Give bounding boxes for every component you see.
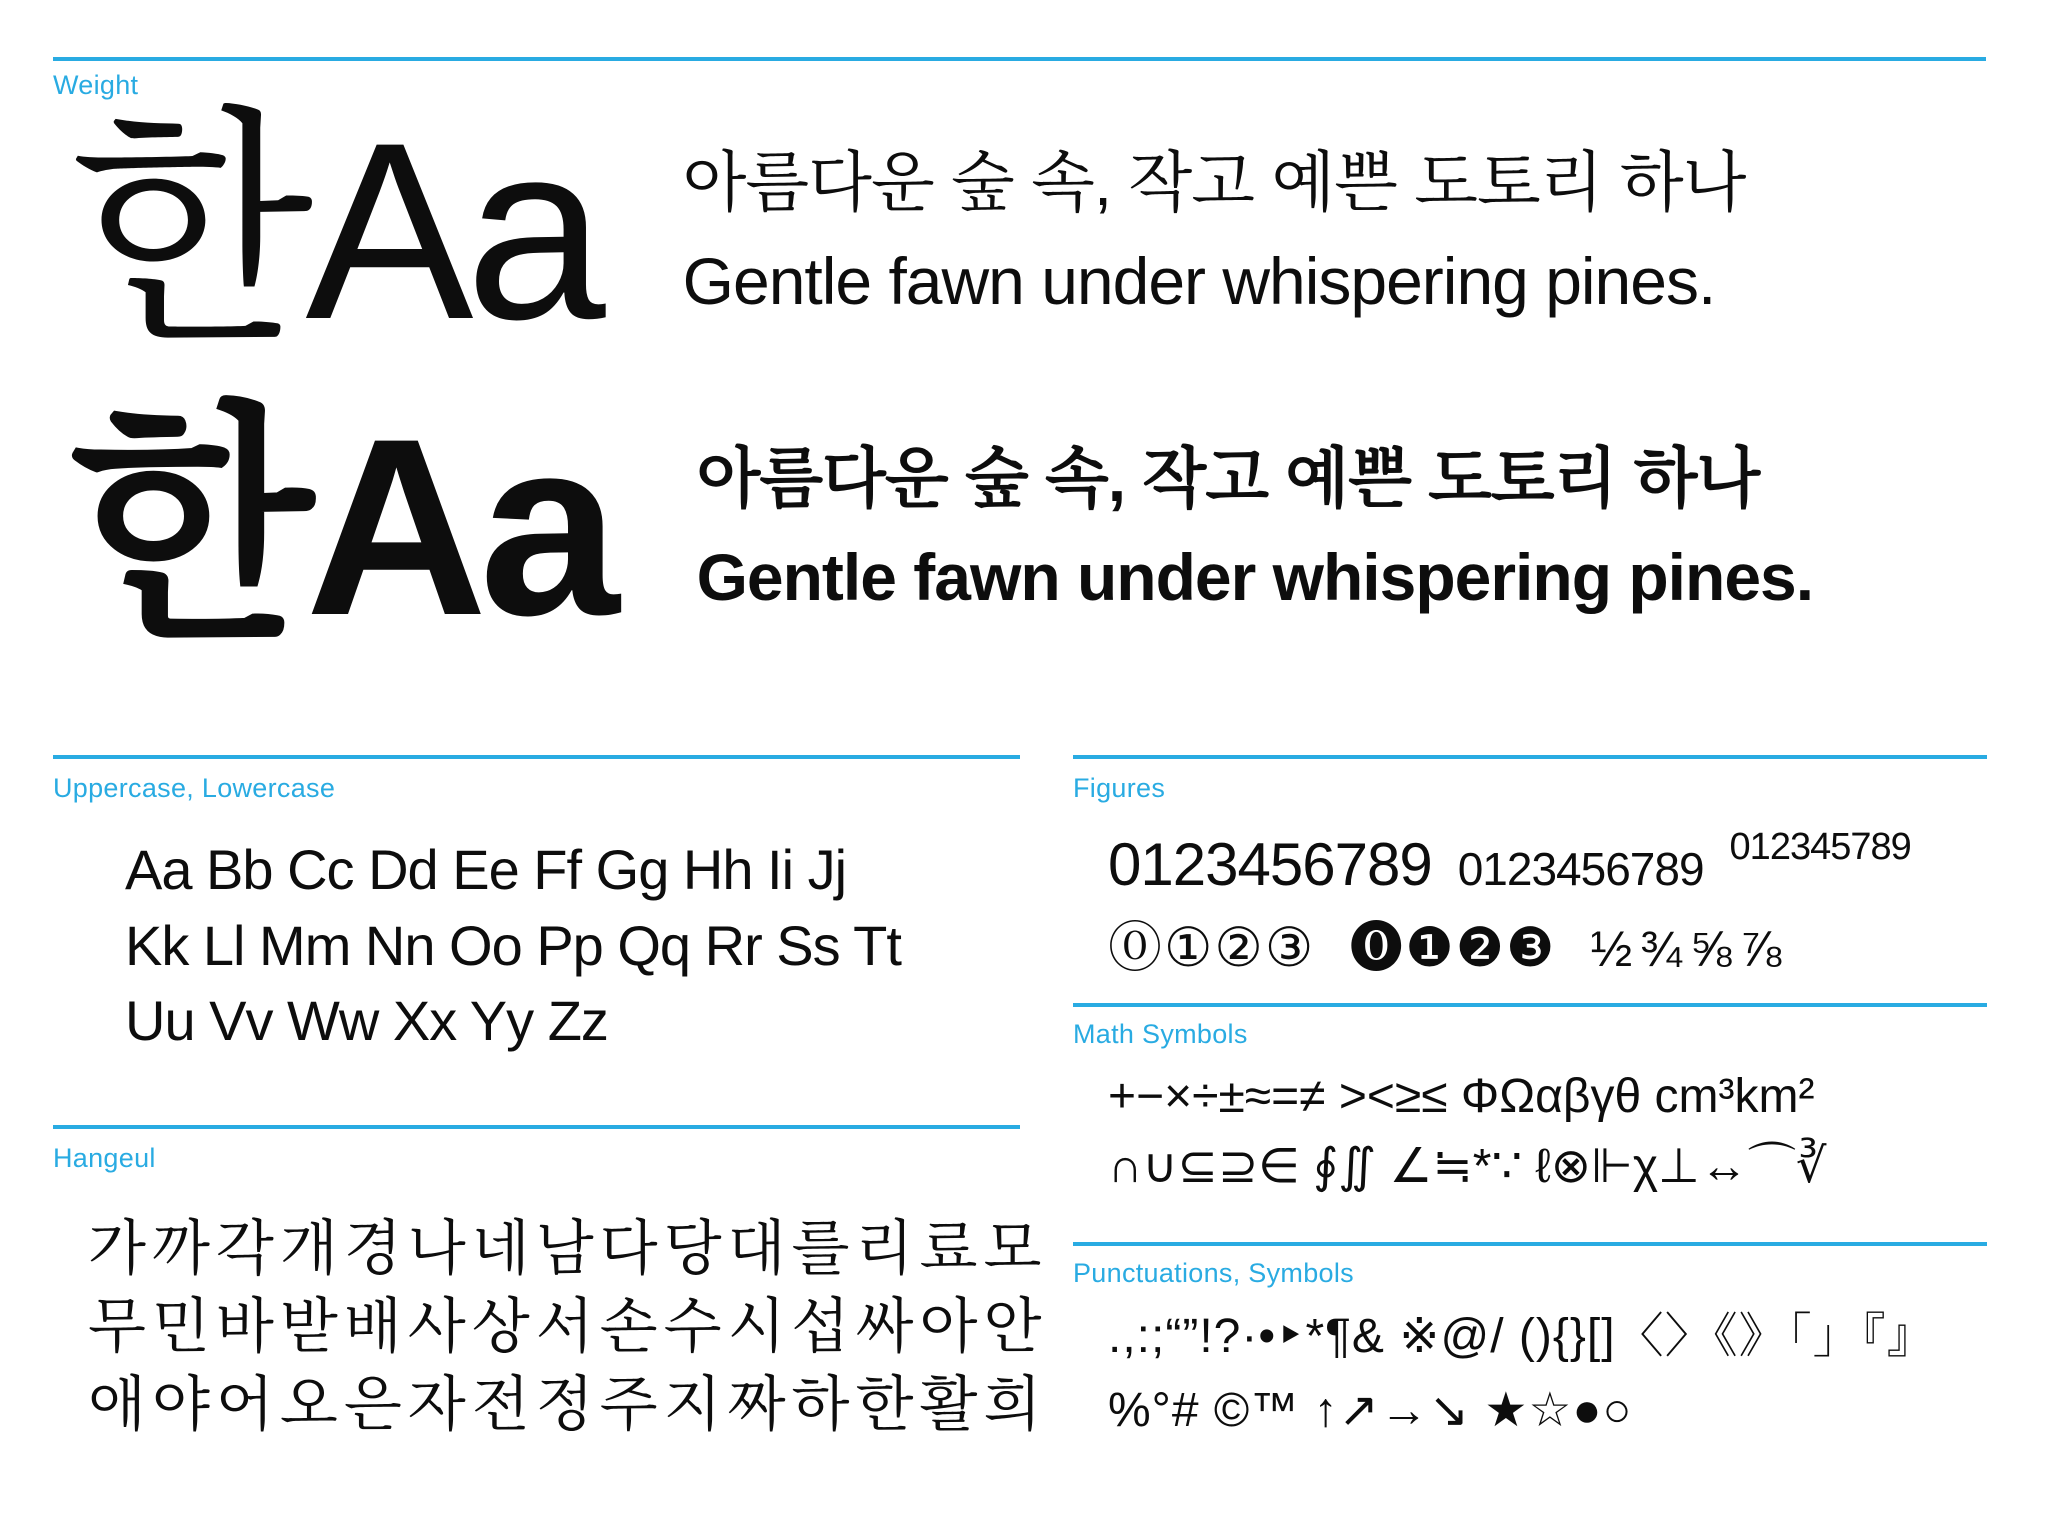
weight-row-light [70, 91, 1746, 372]
hangeul-line-2: 무민바받배사상서손수시섭싸아안 [88, 1293, 1048, 1360]
specimen-glyphs-bold: 한Aa [70, 387, 612, 668]
korean-sample-bold: 아름다운 숲 속, 작고 예쁜 도토리 하나 [696, 440, 1760, 515]
weight-section-divider [53, 57, 1986, 61]
english-sample-bold: Gentle fawn under whispering pines. [696, 539, 1814, 614]
hangeul-section-label: Hangeul [53, 1143, 156, 1173]
math-line-2: ∩∪⊆⊇∈ ∮∬ ∠≒*∵ ℓ⊗⊩χ⊥↔⌒∛ [1108, 1139, 1827, 1193]
figures-section-label: Figures [1073, 773, 1166, 803]
case-section-label: Uppercase, Lowercase [53, 773, 336, 803]
specimen-glyphs-light: 한Aa [70, 91, 598, 372]
punctuation-section-divider [1073, 1242, 1987, 1246]
figures-row-circled [1108, 905, 1789, 982]
english-sample-light: Gentle fawn under whispering pines. [682, 243, 1716, 318]
hangeul-section-divider [53, 1125, 1020, 1129]
math-section-divider [1073, 1003, 1987, 1007]
math-line-1: +−×÷±≈=≠ ><≥≤ ΦΩαβγθ cm³km² [1108, 1070, 1815, 1123]
weight-samples-bold [697, 429, 1814, 627]
alphabet-line-3: Uu Vv Ww Xx Yy Zz [125, 989, 608, 1053]
figures-section-divider [1073, 755, 1987, 759]
punctuation-line-1: .,:;“”!?·•‣*¶& ※@/ (){}[]〈〉《》「」『』 [1108, 1310, 1936, 1363]
figures-fractions: ½¾⅝⅞ [1590, 921, 1790, 977]
hangeul-block [88, 1210, 1047, 1444]
figures-circled-filled: ⓿❶❷❸ [1349, 918, 1557, 978]
figures-large: 0123456789 [1108, 831, 1432, 898]
hangeul-line-3: 애야어오은자전정주지짜하한활희 [88, 1371, 1048, 1438]
figures-row-styles [1108, 826, 1911, 899]
punctuation-line-2: %°# ©™ ↑↗→↘ ★☆●○ [1108, 1384, 1633, 1438]
alphabet-line-1: Aa Bb Cc Dd Ee Ff Gg Hh Ii Jj [125, 838, 847, 901]
weight-section-label: Weight [53, 70, 139, 100]
math-symbols-block [1108, 1062, 1826, 1201]
alphabet-block [125, 832, 901, 1059]
figures-medium: 0123456789 [1457, 843, 1704, 895]
figures-superscript: 012345789 [1729, 826, 1911, 868]
figures-circled-outline: ⓪①②③ [1108, 918, 1316, 978]
punctuation-block [1108, 1300, 1936, 1449]
hangeul-line-1: 가까각개경나네남다당대를리료모 [88, 1215, 1048, 1282]
math-section-label: Math Symbols [1073, 1019, 1248, 1049]
weight-samples-light [683, 133, 1746, 331]
alphabet-line-2: Kk Ll Mm Nn Oo Pp Qq Rr Ss Tt [125, 913, 901, 977]
case-section-divider [53, 755, 1020, 759]
weight-row-bold [70, 387, 1814, 668]
punctuation-section-label: Punctuations, Symbols [1073, 1258, 1354, 1288]
korean-sample-light: 아름다운 숲 속, 작고 예쁜 도토리 하나 [682, 144, 1746, 219]
